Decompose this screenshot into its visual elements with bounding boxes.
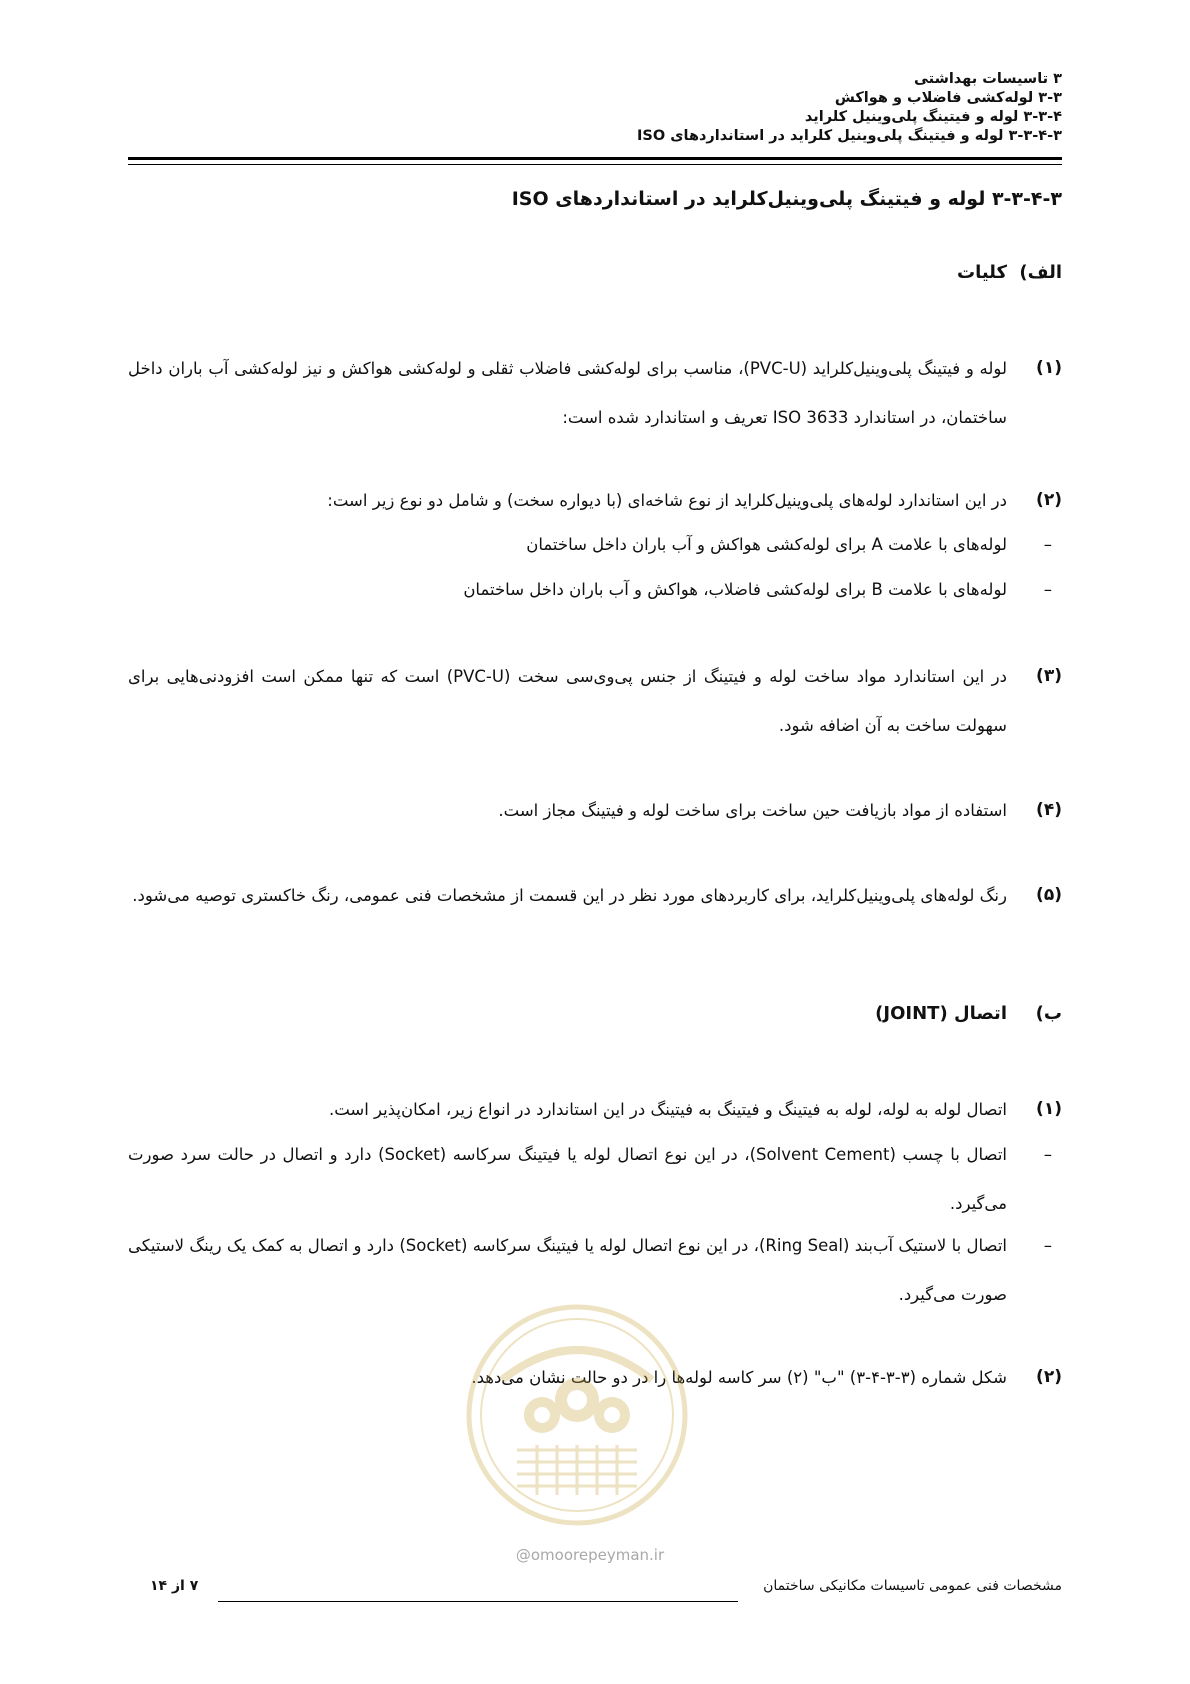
item-text: اتصال لوله به لوله، لوله به فیتینگ و فیتینگ به فیتینگ در این استاندارد در انواع زیر، امکان‌پذیر است. xyxy=(328,1100,1007,1119)
part-a-marker: الف) xyxy=(1019,262,1062,283)
header-rule-thick xyxy=(128,157,1062,160)
part-a-item-5 xyxy=(128,871,1062,920)
item-text: در این استاندارد مواد ساخت لوله و فیتینگ از جنس پی‌وی‌سی سخت (PVC-U) است که تنها ممکن است افزودنی‌هایی برای سهولت ساخت به آن اضافه شود. xyxy=(128,667,1007,735)
part-a-title: کلیات xyxy=(956,262,1007,283)
item-number: (۲) xyxy=(1036,490,1062,510)
item-text: استفاده از مواد بازیافت حین ساخت برای ساخت لوله و فیتینگ مجاز است. xyxy=(498,801,1007,820)
running-header xyxy=(128,70,1062,146)
dash-bullet-icon: – xyxy=(1043,1236,1052,1255)
header-line-subsection: ۳-۳-۴ لوله و فیتینگ پلی‌وینیل کلراید xyxy=(804,109,1062,125)
part-b-item-1-bullet-1 xyxy=(128,1130,1062,1228)
footer-rule xyxy=(218,1601,738,1602)
bullet-text: لوله‌های با علامت B برای لوله‌کشی فاضلاب، هواکش و آب باران داخل ساختمان xyxy=(463,580,1007,599)
item-number: (۱) xyxy=(1036,1099,1062,1119)
part-a-item-2-bullet-2 xyxy=(128,565,1062,614)
dash-bullet-icon: – xyxy=(1043,580,1052,599)
part-b-title: اتصال (JOINT) xyxy=(875,1003,1007,1024)
part-a-heading xyxy=(957,262,1062,283)
part-b-item-1 xyxy=(128,1085,1062,1134)
item-text: شکل شماره (۳-۳-۴-۳) "ب" (۲) سر کاسه لوله‌ها را در دو حالت نشان می‌دهد. xyxy=(471,1368,1007,1387)
part-a-item-2-bullet-1 xyxy=(128,520,1062,569)
section-title: ۳-۳-۴-۳ لوله و فیتینگ پلی‌وینیل‌کلراید در استانداردهای ISO xyxy=(511,188,1062,210)
item-number: (۴) xyxy=(1036,800,1062,820)
part-a-item-3 xyxy=(128,652,1062,750)
footer-title: مشخصات فنی عمومی تاسیسات مکانیکی ساختمان xyxy=(763,1578,1062,1594)
item-text: لوله و فیتینگ پلی‌وینیل‌کلراید (PVC-U)، مناسب برای لوله‌کشی فاضلاب ثقلی و لوله‌کشی هواکش و نیز لوله‌کشی آب باران داخل ساختمان، در استاندارد ISO 3633 تعریف و استاندارد شده است: xyxy=(128,359,1007,427)
item-number: (۵) xyxy=(1036,885,1062,905)
item-text: رنگ لوله‌های پلی‌وینیل‌کلراید، برای کاربردهای مورد نظر در این قسمت از مشخصات فنی عمومی، رنگ خاکستری توصیه می‌شود. xyxy=(132,886,1007,905)
header-line-topic: ۳-۳-۴-۳ لوله و فیتینگ پلی‌وینیل کلراید در استانداردهای ISO xyxy=(636,128,1062,144)
header-line-chapter: ۳ تاسیسات بهداشتی xyxy=(913,71,1062,87)
dash-bullet-icon: – xyxy=(1043,535,1052,554)
part-a-item-1 xyxy=(128,344,1062,442)
header-line-section: ۳-۳ لوله‌کشی فاضلاب و هواکش xyxy=(834,90,1062,106)
bullet-text: اتصال با لاستیک آب‌بند (Ring Seal)، در این نوع اتصال لوله یا فیتینگ سرکاسه (Socket) دارد و اتصال به کمک یک رینگ لاستیکی صورت می‌گیرد. xyxy=(128,1236,1007,1304)
item-number: (۱) xyxy=(1036,358,1062,378)
item-number: (۳) xyxy=(1036,666,1062,686)
item-number: (۲) xyxy=(1036,1367,1062,1387)
footer-page-number: ۷ از ۱۴ xyxy=(150,1578,199,1594)
watermark-seal-icon xyxy=(462,1300,692,1530)
watermark-url: @omoorepeyman.ir xyxy=(515,1546,665,1564)
part-b-heading xyxy=(875,1003,1062,1024)
dash-bullet-icon: – xyxy=(1043,1145,1052,1164)
part-a-item-2 xyxy=(128,476,1062,525)
part-a-item-4 xyxy=(128,786,1062,835)
item-text: در این استاندارد لوله‌های پلی‌وینیل‌کلراید از نوع شاخه‌ای (با دیواره سخت) و شامل دو نوع زیر است: xyxy=(327,491,1007,510)
header-rule-thin xyxy=(128,164,1062,165)
part-b-marker: ب) xyxy=(1035,1003,1062,1024)
bullet-text: اتصال با چسب (Solvent Cement)، در این نوع اتصال لوله یا فیتینگ سرکاسه (Socket) دارد و اتصال در حالت سرد صورت می‌گیرد. xyxy=(128,1145,1007,1213)
bullet-text: لوله‌های با علامت A برای لوله‌کشی هواکش و آب باران داخل ساختمان xyxy=(526,535,1007,554)
